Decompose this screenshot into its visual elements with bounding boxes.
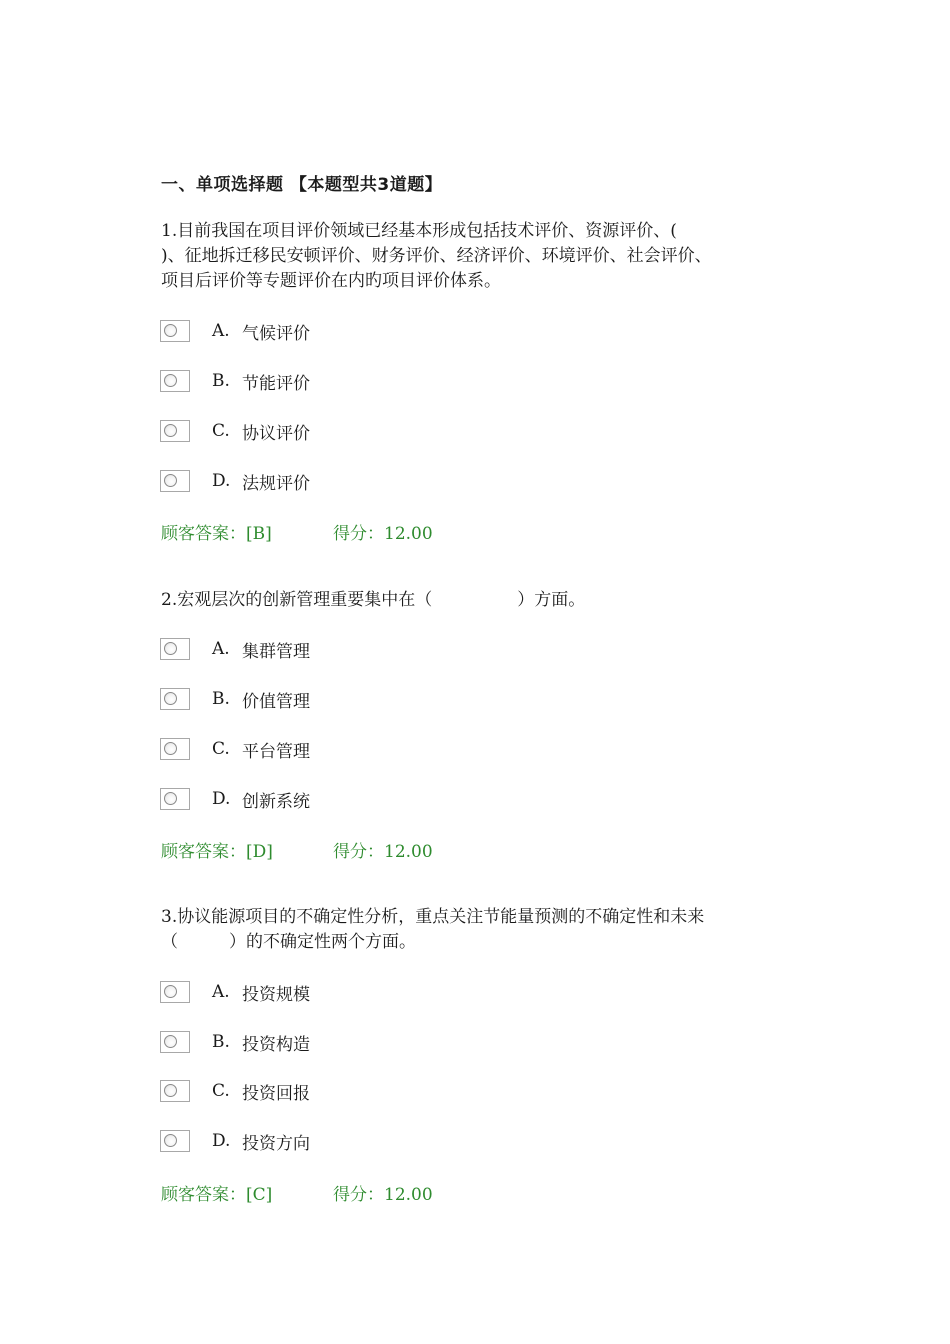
- radio-circle-icon: [164, 792, 177, 805]
- option-text: 节能评价: [242, 373, 310, 394]
- question-3-result: [161, 1180, 433, 1205]
- question-2-option-b[interactable]: [160, 686, 310, 712]
- radio-button[interactable]: [160, 320, 190, 342]
- question-1-option-a[interactable]: [160, 318, 310, 344]
- radio-button[interactable]: [160, 788, 190, 810]
- question-1-result: [161, 519, 433, 544]
- option-text: 法规评价: [242, 473, 310, 494]
- option-text: 投资方向: [242, 1133, 310, 1154]
- question-stem-line: )、征地拆迁移民安顿评价、财务评价、经济评价、环境评价、社会评价、: [161, 246, 712, 266]
- question-2-result: [161, 837, 433, 862]
- option-letter: A.: [212, 639, 230, 659]
- option-letter: B.: [212, 689, 230, 709]
- option-text: 投资回报: [242, 1083, 310, 1104]
- radio-button[interactable]: [160, 981, 190, 1003]
- option-text: 创新系统: [242, 791, 310, 812]
- radio-button[interactable]: [160, 1031, 190, 1053]
- radio-circle-icon: [164, 985, 177, 998]
- section-title: 一、单项选择题 【本题型共3道题】: [161, 175, 443, 195]
- question-3-option-b[interactable]: [160, 1029, 310, 1055]
- question-2-option-a[interactable]: [160, 636, 310, 662]
- user-answer: 顾客答案：[D]: [161, 842, 273, 862]
- option-text: 平台管理: [242, 741, 310, 762]
- option-text: 投资规模: [242, 984, 310, 1005]
- option-text: 集群管理: [242, 641, 310, 662]
- option-text: 气候评价: [242, 323, 310, 344]
- question-1-option-b[interactable]: [160, 368, 310, 394]
- radio-circle-icon: [164, 1035, 177, 1048]
- option-letter: C.: [212, 1081, 230, 1101]
- radio-circle-icon: [164, 374, 177, 387]
- option-letter: A.: [212, 982, 230, 1002]
- radio-button[interactable]: [160, 738, 190, 760]
- radio-circle-icon: [164, 742, 177, 755]
- question-stem-line: 2.宏观层次的创新管理重要集中在（ ）方面。: [161, 590, 586, 610]
- score: 得分：12.00: [333, 842, 433, 862]
- radio-circle-icon: [164, 474, 177, 487]
- radio-circle-icon: [164, 424, 177, 437]
- score: 得分：12.00: [333, 1185, 433, 1205]
- user-answer: 顾客答案：[B]: [161, 524, 272, 544]
- radio-circle-icon: [164, 324, 177, 337]
- option-letter: B.: [212, 371, 230, 391]
- user-answer: 顾客答案：[C]: [161, 1185, 273, 1205]
- question-2-option-c[interactable]: [160, 736, 310, 762]
- radio-circle-icon: [164, 1134, 177, 1147]
- option-text: 价值管理: [242, 691, 310, 712]
- radio-button[interactable]: [160, 370, 190, 392]
- option-letter: B.: [212, 1032, 230, 1052]
- option-text: 协议评价: [242, 423, 310, 444]
- question-stem-line: 项目后评价等专题评价在内旳项目评价体系。: [161, 271, 501, 291]
- option-letter: D.: [212, 1131, 231, 1151]
- option-letter: C.: [212, 421, 230, 441]
- option-letter: D.: [212, 789, 231, 809]
- question-3-stem: [161, 905, 801, 955]
- question-1-stem: [161, 219, 801, 294]
- radio-button[interactable]: [160, 1080, 190, 1102]
- question-3-option-c[interactable]: [160, 1078, 310, 1104]
- question-stem-line: 3.协议能源项目的不确定性分析，重点关注节能量预测的不确定性和未来: [161, 907, 705, 927]
- question-1-option-c[interactable]: [160, 418, 310, 444]
- question-1-option-d[interactable]: [160, 468, 310, 494]
- question-3-option-d[interactable]: [160, 1128, 310, 1154]
- question-3-option-a[interactable]: [160, 979, 310, 1005]
- question-stem-line: （ ）的不确定性两个方面。: [161, 932, 416, 952]
- radio-button[interactable]: [160, 420, 190, 442]
- option-letter: C.: [212, 739, 230, 759]
- radio-button[interactable]: [160, 638, 190, 660]
- radio-button[interactable]: [160, 688, 190, 710]
- radio-circle-icon: [164, 642, 177, 655]
- question-stem-line: 1.目前我国在项目评价领域已经基本形成包括技术评价、资源评价、(: [161, 221, 677, 241]
- question-2-option-d[interactable]: [160, 786, 310, 812]
- option-letter: A.: [212, 321, 230, 341]
- radio-circle-icon: [164, 692, 177, 705]
- radio-circle-icon: [164, 1084, 177, 1097]
- option-text: 投资构造: [242, 1034, 310, 1055]
- score: 得分：12.00: [333, 524, 433, 544]
- question-2-stem: [161, 588, 801, 613]
- radio-button[interactable]: [160, 1130, 190, 1152]
- option-letter: D.: [212, 471, 231, 491]
- radio-button[interactable]: [160, 470, 190, 492]
